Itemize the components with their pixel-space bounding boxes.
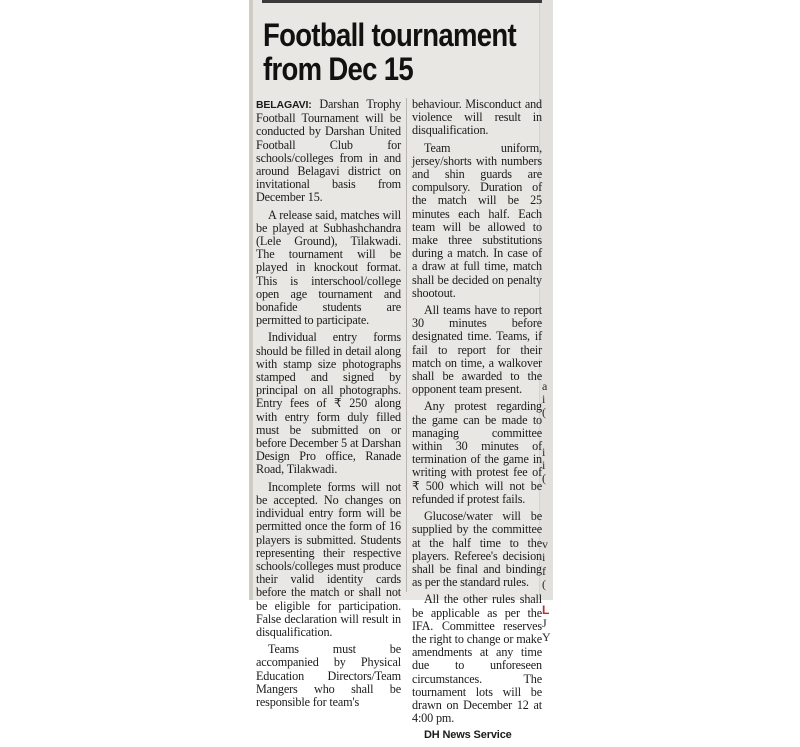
fragment-char: ( — [542, 471, 546, 486]
fragment-char: a — [542, 380, 548, 393]
article-column-right — [412, 98, 542, 747]
byline: DH News Service — [424, 729, 512, 742]
paragraph: All the other rules shall be applicable as per the IFA. Committee reserves the right to change or make amendments at any time due to unforeseen circumstances. The tournament lots will be drawn on December 12 at 4:00 pm. — [412, 592, 542, 726]
article-column-left — [256, 98, 401, 713]
paragraph: Glucose/water will be supplied by the committee at the half time to the players. Referee's decision shall be final and binding as per the standard rules. — [412, 509, 542, 590]
paragraph: A release said, matches will be played at Subhashchandra (Lele Ground), Tilakwadi. The tournament will be played in knockout format. This is interschool/college open age tournament and bonafide students are permitted to participate. — [256, 207, 401, 328]
fragment-char: L — [542, 603, 550, 618]
fragment-char: i — [542, 550, 546, 565]
paragraph: All teams have to report 30 minutes before designated time. Teams, if fail to report for their match on time, a walkover shall be awarded to the opponent team present. — [412, 303, 542, 397]
top-rule — [262, 0, 542, 3]
fragment-char — [542, 420, 554, 433]
fragment-char: ( — [542, 405, 546, 420]
fragment-char: J — [542, 616, 547, 631]
dateline: BELAGAVI: — [256, 99, 312, 111]
clipping-edge — [249, 0, 253, 600]
paragraph: Individual entry forms should be filled in detail along with stamp size photographs stamped and signed by principal on all photographs. Entry fees of ₹ 250 along with entry form duly filled must be submitted on or before December 5 at Darshan Design Pro office, Ranade Road, Tilakwadi. — [256, 330, 401, 477]
fragment-char: i — [542, 444, 546, 459]
fragment-char: ( — [542, 576, 546, 591]
fragment-char: Y — [542, 629, 551, 644]
article-headline — [263, 17, 516, 87]
adjacent-article-fragments — [542, 380, 554, 644]
paragraph — [256, 98, 401, 205]
paragraph: Teams must be accompanied by Physical Education Directors/Team Mangers who shall be responsible for team's — [256, 642, 401, 709]
paragraph: Team uniform, jersey/shorts with numbers and shin guards are compulsory. Duration of the match will be 25 minutes each half. Each team will be allowed to make three substitutions during a match. In case of a draw at full time, match shall be decided on penalty shootout. — [412, 140, 542, 300]
fragment-char: i — [542, 458, 546, 473]
fragment-char — [542, 512, 554, 525]
paragraph-text: Darshan Trophy Football Tournament will be conducted by Darshan United Football Club for schools/colleges from in and around Belagavi district on invitational basis from December 15. — [256, 97, 401, 205]
fragment-char — [542, 433, 554, 446]
fragment-char: i — [542, 392, 546, 407]
headline-line-2: from Dec 15 — [263, 51, 413, 87]
paragraph: Incomplete forms will not be accepted. No changes on individual entry form will be permitted once the form of 16 players is submitted. Students representing their respective schools/colleges must produce their valid identity cards before the match or shall not be eligible for participation. False declaration will result in disqualification. — [256, 479, 401, 639]
fragment-char — [542, 591, 554, 604]
paragraph: Any protest regarding the game can be made to managing committee within 30 minutes of termination of the game in writing with protest fee of ₹ 500 which will not be refunded if protest fails. — [412, 399, 542, 506]
fragment-char — [542, 486, 554, 499]
paragraph: behaviour. Misconduct and violence will result in disqualification. — [412, 97, 542, 138]
fragment-char: f — [542, 563, 546, 578]
column-divider — [406, 98, 407, 592]
headline-line-1: Football tournament — [263, 17, 516, 53]
fragment-char: v — [542, 537, 548, 552]
fragment-char — [542, 499, 554, 512]
